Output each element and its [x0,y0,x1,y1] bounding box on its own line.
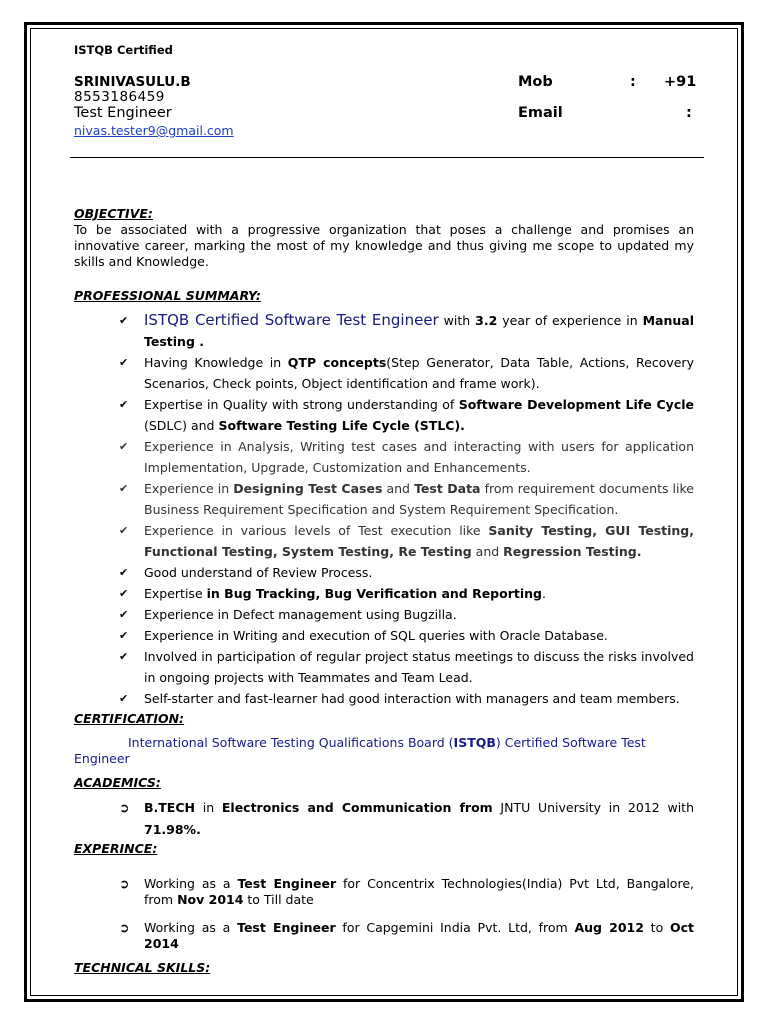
check-icon: ✔ [119,608,129,621]
certification-heading: CERTIFICATION: [74,711,185,726]
summary-text: Having Knowledge in [144,355,288,370]
list-item [74,520,694,562]
arrow-bullet-icon: ➲ [119,920,130,935]
resume-document [74,40,697,976]
summary-bold: Software Development Life Cycle [458,397,694,412]
check-icon: ✔ [119,482,129,495]
summary-text: . [542,586,546,601]
list-item [74,583,694,604]
summary-bold: in Bug Tracking, Bug Verification and Reporting [206,586,542,601]
exp-text: for Capgemini India Pvt. Ltd, from [335,920,575,935]
summary-bold: Sanity Testing, GUI Testing, Functional Testing, System Testing, Re Testing [144,523,695,559]
arrow-bullet-icon: ➲ [119,876,130,891]
summary-text: (SDLC) and [144,418,219,433]
summary-text: and [471,544,504,559]
summary-text: with [438,313,476,328]
check-icon: ✔ [119,587,129,600]
mob-colon: : [630,74,636,90]
phone-number: 8553186459 [74,89,165,105]
summary-text: and [382,481,415,496]
exp-role: Test Engineer [237,876,337,891]
academics-list [74,797,694,841]
check-icon: ✔ [119,650,129,663]
certification-text [74,735,694,767]
list-item [74,562,694,583]
exp-role: Test Engineer [237,920,336,935]
list-item [74,604,694,625]
check-icon: ✔ [119,356,129,369]
experience-heading: EXPERINCE: [74,841,158,856]
summary-text: Expertise [144,586,207,601]
list-item [74,478,694,520]
objective-text: To be associated with a progressive organization that poses a challenge and promises an innovative career, marking the most of my knowledge and thus giving me scope to updated my skills and Knowledge. [74,222,694,269]
contact-header [74,74,697,176]
objective-heading: OBJECTIVE: [74,206,153,221]
exp-date: Oct 2014 [144,920,694,951]
istqb-certified-label: ISTQB Certified [74,43,173,57]
exp-text: to Till date [243,892,314,907]
summary-text: Expertise in Quality with strong understanding of [144,397,459,412]
list-item [74,876,694,908]
check-icon: ✔ [119,566,129,579]
list-item [74,625,694,646]
list-item [74,352,694,394]
summary-text: Experience in Defect management using Bugzilla. [144,607,457,622]
cert-text-part: ) Certified Software Test Engineer [74,735,646,766]
summary-text: Involved in participation of regular project status meetings to discuss the risks involved in ongoing projects with Teammates and Team Lead. [144,649,694,685]
summary-text: Experience in Writing and execution of SQL queries with Oracle Database. [144,628,608,643]
arrow-bullet-icon: ➲ [119,800,130,815]
list-item [74,688,694,709]
exp-text: Working as a [144,876,238,891]
technical-skills-heading: TECHNICAL SKILLS: [74,960,211,975]
candidate-name: SRINIVASULU.B [74,74,191,90]
email-label: Email [518,105,563,121]
summary-bold: Software Testing Life Cycle (STLC). [218,418,465,433]
academic-text: in [194,800,222,815]
list-item [74,797,694,841]
email-link[interactable]: nivas.tester9@gmail.com [74,123,234,138]
summary-bold: Test Data [414,481,481,496]
check-icon: ✔ [119,440,129,453]
list-item [74,920,694,952]
summary-text: from requirement documents like Business Requirement Specification and System Requirement Specification. [144,481,694,517]
summary-text: Self-starter and fast-learner had good interaction with managers and team members. [144,691,680,706]
summary-list [74,310,694,709]
summary-heading: PROFESSIONAL SUMMARY: [74,288,261,303]
academics-heading: ACADEMICS: [74,775,161,790]
list-item [74,310,694,352]
list-item [74,436,694,478]
experience-list [74,876,694,952]
summary-lead: ISTQB Certified Software Test Engineer [144,311,439,329]
exp-text: to [643,920,670,935]
mob-label: Mob [518,74,553,90]
summary-text: Good understand of Review Process. [144,565,373,580]
cert-istqb: ISTQB [453,735,496,750]
list-item [74,394,694,436]
summary-text: Experience in Analysis, Writing test cases and interacting with users for application Implementation, Upgrade, Customization and Enhancements. [144,439,694,475]
degree: B.TECH [144,800,195,815]
summary-text: Experience in various levels of Test execution like [144,523,489,538]
exp-text: for Concentrix Technologies(India) Pvt Ltd, Bangalore, from [144,876,694,907]
check-icon: ✔ [119,629,129,642]
email-colon: : [686,105,692,121]
summary-bold: Designing Test Cases [233,481,383,496]
check-icon: ✔ [119,692,129,705]
job-title: Test Engineer [74,105,172,121]
summary-bold: Manual Testing . [144,313,695,349]
academic-branch: Electronics and Communication from [221,800,493,815]
summary-bold: 3.2 [475,313,498,328]
cert-text-part: International Software Testing Qualifications Board ( [128,735,454,750]
check-icon: ✔ [119,314,129,327]
exp-date: Nov 2014 [177,892,244,907]
summary-text: year of experience in [497,313,643,328]
summary-text: Experience in [144,481,234,496]
exp-date: Aug 2012 [574,920,644,935]
summary-bold: QTP concepts [287,355,387,370]
mob-prefix: +91 [664,74,697,90]
summary-bold: Regression Testing. [503,544,642,559]
exp-text: Working as a [144,920,238,935]
summary-text: (Step Generator, Data Table, Actions, Recovery Scenarios, Check points, Object identification and frame work). [144,355,694,391]
list-item [74,646,694,688]
academic-text: JNTU University in 2012 with [492,800,694,815]
academic-score: 71.98%. [144,822,201,837]
check-icon: ✔ [119,524,129,537]
check-icon: ✔ [119,398,129,411]
